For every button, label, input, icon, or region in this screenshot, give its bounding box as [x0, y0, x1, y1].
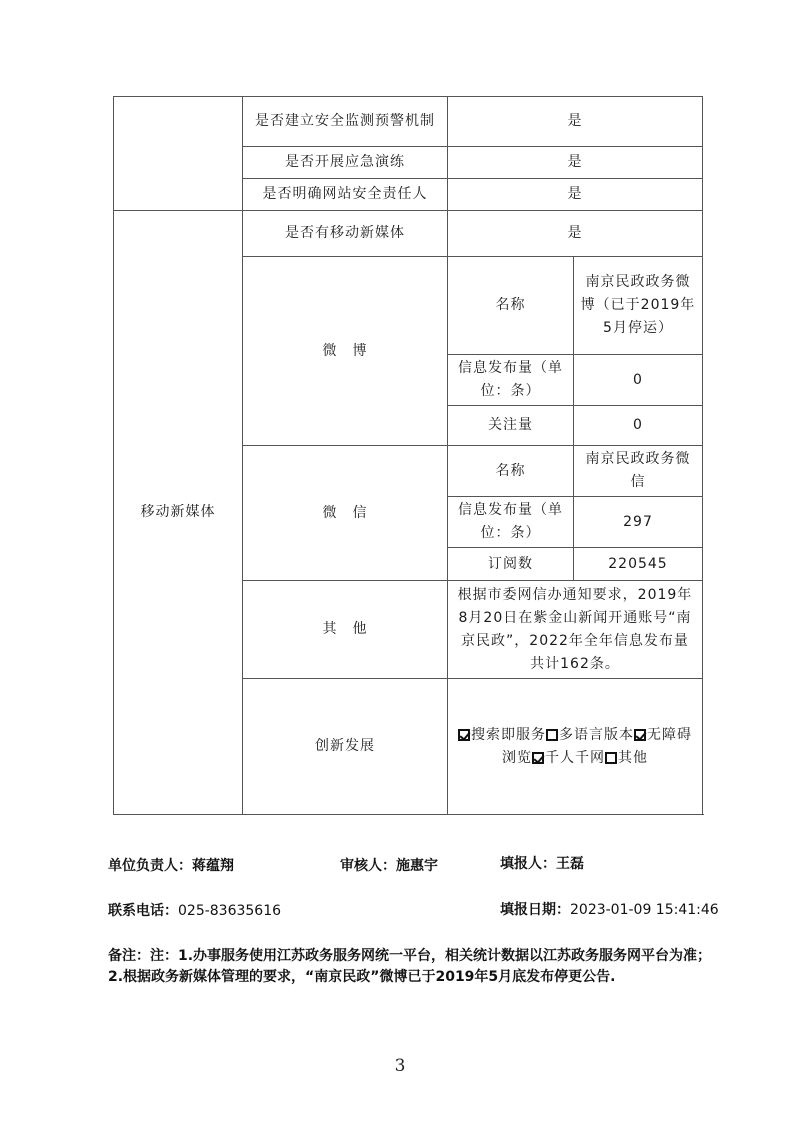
- checkbox-icon: [458, 729, 470, 741]
- media-section-label: 移动新媒体: [114, 211, 243, 815]
- weibo-followers-value: 0: [574, 406, 703, 446]
- checkbox-icon: [634, 729, 646, 741]
- option-label: 多语言版本: [559, 726, 634, 743]
- filler-signature: [500, 853, 584, 873]
- reviewer-value: 施惠宇: [396, 858, 438, 874]
- weibo-label: 微 博: [243, 257, 448, 446]
- phone-value: 025-83635616: [178, 903, 282, 919]
- weibo-followers-label: 关注量: [448, 406, 574, 446]
- filler-label: 填报人：: [500, 856, 556, 872]
- head-label: 单位负责人：: [108, 858, 192, 874]
- phone-line: [108, 900, 281, 920]
- weibo-name-value: 南京民政政务微博（已于2019年5月停运）: [574, 257, 703, 355]
- security-section-cell: [114, 97, 243, 211]
- option-label: 无障碍浏览: [502, 726, 692, 766]
- innovation-option[interactable]: [532, 750, 605, 766]
- option-label: 搜索即服务: [471, 726, 546, 743]
- innovation-option[interactable]: [546, 727, 634, 743]
- wechat-label: 微 信: [243, 446, 448, 581]
- a-monitor: 是: [448, 97, 703, 147]
- weibo-posts-value: 0: [574, 355, 703, 406]
- wechat-posts-value: 297: [574, 497, 703, 548]
- checkbox-icon: [532, 752, 544, 764]
- other-value: 根据市委网信办通知要求，2019年8月20日在紫金山新闻开通账号“南京民政”，2022年全年信息发布量共计162条。: [448, 581, 703, 679]
- head-value: 蒋蕴翔: [192, 858, 234, 874]
- a-responsible: 是: [448, 179, 703, 211]
- weibo-name-label: 名称: [448, 257, 574, 355]
- wechat-subs-label: 订阅数: [448, 548, 574, 581]
- report-table: [113, 96, 703, 815]
- reviewer-signature: [340, 855, 438, 875]
- innovation-label: 创新发展: [243, 679, 448, 815]
- q-monitor: 是否建立安全监测预警机制: [243, 97, 448, 147]
- wechat-name-label: 名称: [448, 446, 574, 497]
- option-label: 千人千网: [545, 749, 605, 766]
- a-has-media: 是: [448, 211, 703, 257]
- wechat-name-value: 南京民政政务微信: [574, 446, 703, 497]
- innovation-option[interactable]: [605, 750, 648, 766]
- innovation-option[interactable]: [458, 727, 546, 743]
- date-value: 2023-01-09 15:41:46: [570, 902, 719, 918]
- reviewer-label: 审核人：: [340, 858, 396, 874]
- innovation-options: [448, 679, 703, 815]
- a-drill: 是: [448, 147, 703, 179]
- phone-label: 联系电话：: [108, 903, 178, 919]
- date-line: [500, 899, 719, 919]
- page-number: 3: [394, 1056, 406, 1076]
- checkbox-icon: [546, 729, 558, 741]
- filler-value: 王磊: [556, 856, 584, 872]
- date-label: 填报日期：: [500, 902, 570, 918]
- q-drill: 是否开展应急演练: [243, 147, 448, 179]
- other-label: 其 他: [243, 581, 448, 679]
- option-label: 其他: [618, 749, 648, 766]
- remarks-note: 备注：注：1.办事服务使用江苏政务服务网统一平台，相关统计数据以江苏政务服务网平台为准； 2.根据政务新媒体管理的要求，“南京民政”微博已于2019年5月底发布停更公告.: [108, 948, 719, 985]
- checkbox-icon: [605, 752, 617, 764]
- wechat-subs-value: 220545: [574, 548, 703, 581]
- weibo-posts-label: 信息发布量（单位：条）: [448, 355, 574, 406]
- wechat-posts-label: 信息发布量（单位：条）: [448, 497, 574, 548]
- q-has-media: 是否有移动新媒体: [243, 211, 448, 257]
- q-responsible: 是否明确网站安全责任人: [243, 179, 448, 211]
- head-signature: [108, 855, 234, 875]
